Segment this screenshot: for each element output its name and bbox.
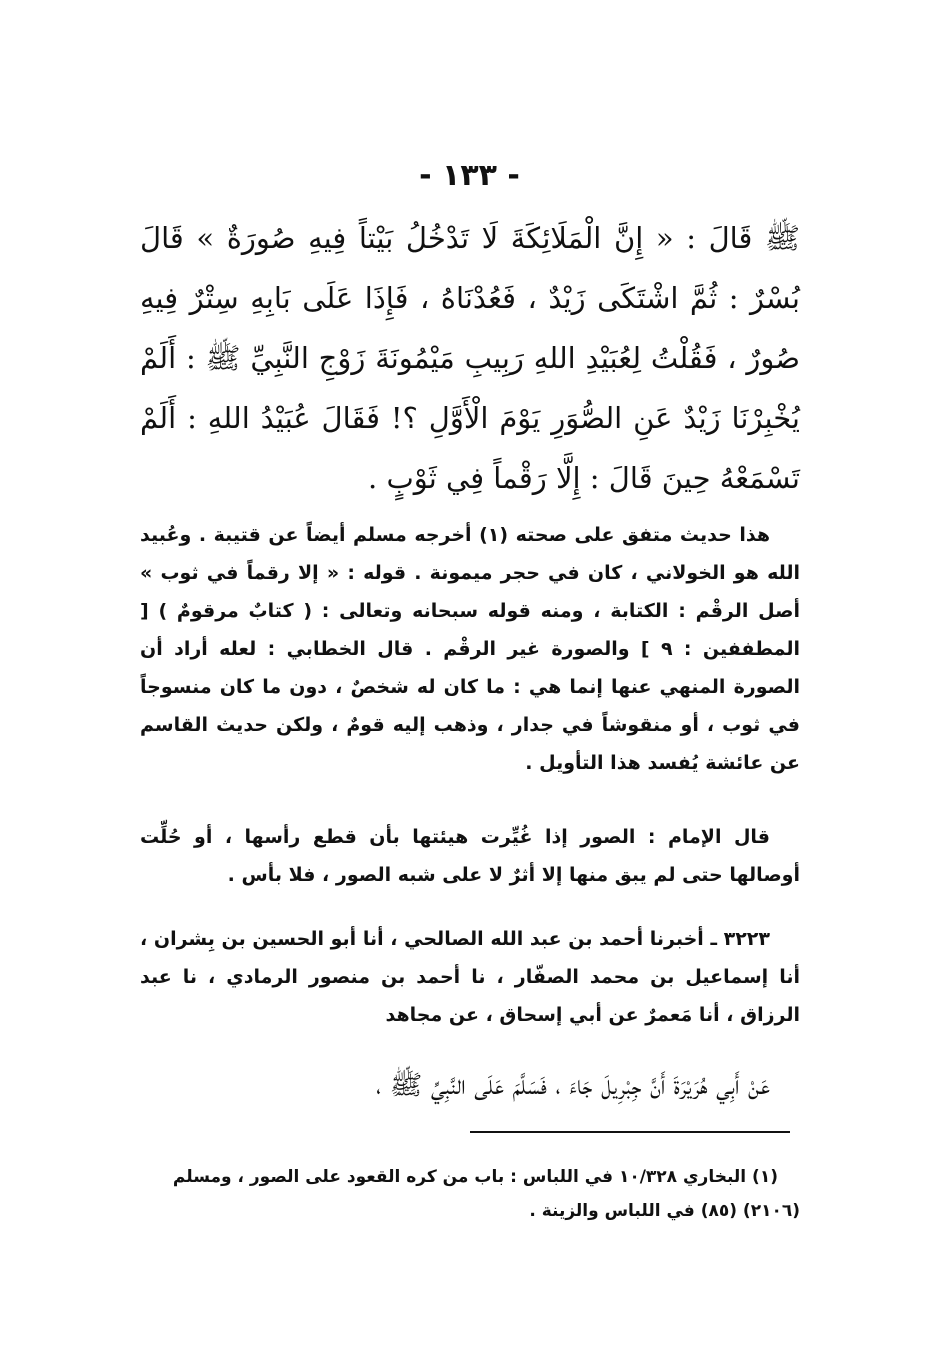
hadith-text: ﷺ قَالَ : « إِنَّ الْمَلَائِكَةَ لَا تَدْخُلُ بَيْتاً فِيهِ صُورَةٌ » قَالَ بُسْرٌ : ثُمَّ اشْتَكَى زَيْدٌ ، فَعُدْنَاهُ ، فَإِذَا عَلَى بَابِهِ سِتْرٌ فِيهِ صُورٌ ، فَقُلْتُ لِعُبَيْدِ اللهِ رَبِيبِ مَيْمُونَةَ زَوْجِ النَّبِيِّ ﷺ : أَلَمْ يُخْبِرْنَا زَيْدٌ عَنِ الصُّوَرِ يَوْمَ الْأَوَّلِ ؟! فَقَالَ عُبَيْدُ اللهِ : أَلَمْ تَسْمَعْهُ حِينَ قَالَ : إِلَّا رَقْماً فِي ثَوْبٍ .	[140, 221, 800, 495]
footnote-1: (١) البخاري ١٠/٣٢٨ في اللباس : باب من كره القعود على الصور ، ومسلم (٢١٠٦) (٨٥) في اللباس والزينة .	[172, 1167, 800, 1221]
imam-statement: قال الإمام : الصور إذا غُيِّرت هيئتها بأن قطع رأسها ، أو حُلِّت أوصالها حتى لم يبق منها إلا أثرٌ لا على شبه الصور ، فلا بأس .	[140, 826, 800, 886]
page-number: - ١٣٣ -	[419, 158, 520, 193]
commentary	[140, 516, 800, 782]
commentary-paragraph: هذا حديث متفق على صحته (١) أخرجه مسلم أيضاً عن قتيبة . وعُبيد الله هو الخولاني ، كان في حجر ميمونة . قوله : « إلا رقماً في ثوب » أصل الرقْم : الكتابة ، ومنه قوله سبحانه وتعالى : ( كتابٌ مرقومٌ ) [ المطففين : ٩ ] والصورة غير الرقْم . قال الخطابي : لعله أراد أن الصورة المنهي عنها إنما هي : ما كان له شخصٌ ، دون ما كان منسوجاً في ثوب ، أو منقوشاً في جدار ، وذهب إليه قومٌ ، ولكن حديث القاسم عن عائشة يُفسد هذا التأويل .	[140, 524, 800, 774]
footnote-separator	[470, 1131, 790, 1133]
hadith-matn: عَنْ أَبِي هُرَيْرَةَ أَنَّ جِبْرِيلَ جَاءَ ، فَسَلَّمَ عَلَى النَّبِيِّ ﷺ ،	[375, 1070, 770, 1101]
hadith-isnad: ٣٢٢٣ ـ أخبرنا أحمد بن عبد الله الصالحي ، أنا أبو الحسين بن بِشران ، أنا إسماعيل بن محمد الصفّار ، نا أحمد بن منصور الرمادي ، نا عبد الرزاق ، أنا مَعمرٌ عن أبي إسحاق ، عن مجاهد	[140, 928, 800, 1026]
footnotes	[140, 1160, 800, 1228]
